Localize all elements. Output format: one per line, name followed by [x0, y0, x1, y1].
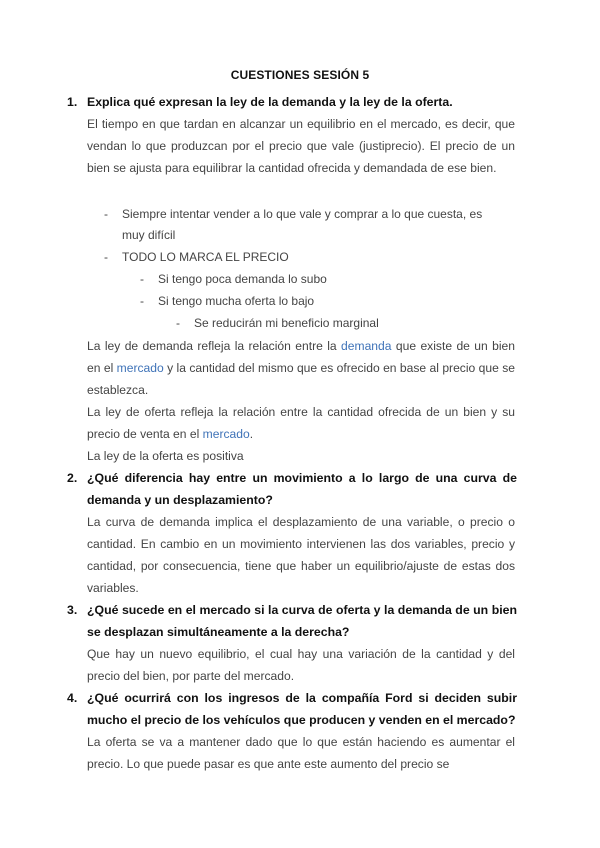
bullet-text: Si tengo mucha oferta lo bajo: [158, 294, 315, 308]
bullet-text: TODO LO MARCA EL PRECIO: [122, 250, 289, 264]
question-number: 1.: [67, 95, 78, 109]
bullet-dash: -: [140, 294, 144, 308]
text-run: .: [249, 427, 254, 441]
text-run: La ley de demanda refleja la relación entre la: [87, 339, 342, 353]
question-text: Explica qué expresan la ley de la demanda y la ley de la oferta.: [87, 95, 453, 109]
page-title: CUESTIONES SESIÓN 5: [230, 68, 370, 82]
answer-1: El tiempo en que tardan en alcanzar un equilibrio en el mercado, es decir, que vendan lo que produzcan por el precio que vale (justiprecio). El precio de un bien se ajusta para equilibrar la cantidad ofrecida y demandada de ese bien.: [87, 117, 515, 175]
answer-2: La curva de demanda implica el desplazamiento de una variable, o precio o cantidad. En cambio en un movimiento intervienen las dos variables, precio y cantidad, por consecuencia, tiene que haber un equilibrio/ajuste de estas dos variables.: [87, 515, 515, 595]
text-run: La ley de oferta refleja la relación entre la cantidad ofrecida de un bien y su precio de venta en el: [87, 405, 515, 441]
bullet-item: [176, 313, 496, 334]
bullet-dash: -: [104, 250, 108, 264]
mercado-link[interactable]: mercado: [202, 427, 250, 441]
bullet-dash: -: [104, 207, 108, 221]
question-number: 4.: [67, 691, 78, 705]
demand-law-paragraph: [87, 335, 515, 401]
bullet-dash: -: [140, 272, 144, 286]
question-text: ¿Qué ocurrirá con los ingresos de la compañía Ford si deciden subir mucho el precio de los vehículos que producen y venden en el mercado?: [87, 691, 517, 727]
mercado-link[interactable]: mercado: [116, 361, 164, 375]
question-1: [67, 91, 517, 113]
supply-law-paragraph: [87, 401, 515, 445]
question-number: 3.: [67, 603, 78, 617]
bullet-text: Siempre intentar vender a lo que vale y comprar a lo que cuesta, es muy difícil: [122, 207, 483, 242]
bullet-text: Se reducirán mi beneficio marginal: [194, 316, 379, 330]
supply-positive-line: La ley de la oferta es positiva: [87, 449, 244, 463]
bullet-item: [104, 247, 504, 268]
bullet-item: [140, 291, 500, 312]
answer-4: La oferta se va a mantener dado que lo que están haciendo es aumentar el precio. Lo que puede pasar es que ante este aumento del precio se: [87, 735, 515, 771]
bullet-dash: -: [176, 316, 180, 330]
bullet-item: [104, 204, 504, 246]
question-3: [67, 599, 517, 643]
answer-3: Que hay un nuevo equilibrio, el cual hay una variación de la cantidad y del precio del bien, por parte del mercado.: [87, 647, 515, 683]
bullet-item: [140, 269, 500, 290]
bullet-text: Si tengo poca demanda lo subo: [158, 272, 327, 286]
question-number: 2.: [67, 471, 78, 485]
text-run: y la cantidad del mismo que es ofrecido en base al precio que se establezca.: [87, 361, 515, 397]
text-run: que existe de un bien en el: [87, 339, 516, 375]
question-4: [67, 687, 517, 731]
demanda-link[interactable]: demanda: [341, 339, 392, 353]
question-text: ¿Qué diferencia hay entre un movimiento a lo largo de una curva de demanda y un desplazamiento?: [87, 471, 517, 507]
question-2: [67, 467, 517, 511]
question-text: ¿Qué sucede en el mercado si la curva de oferta y la demanda de un bien se desplazan simultáneamente a la derecha?: [87, 603, 517, 639]
